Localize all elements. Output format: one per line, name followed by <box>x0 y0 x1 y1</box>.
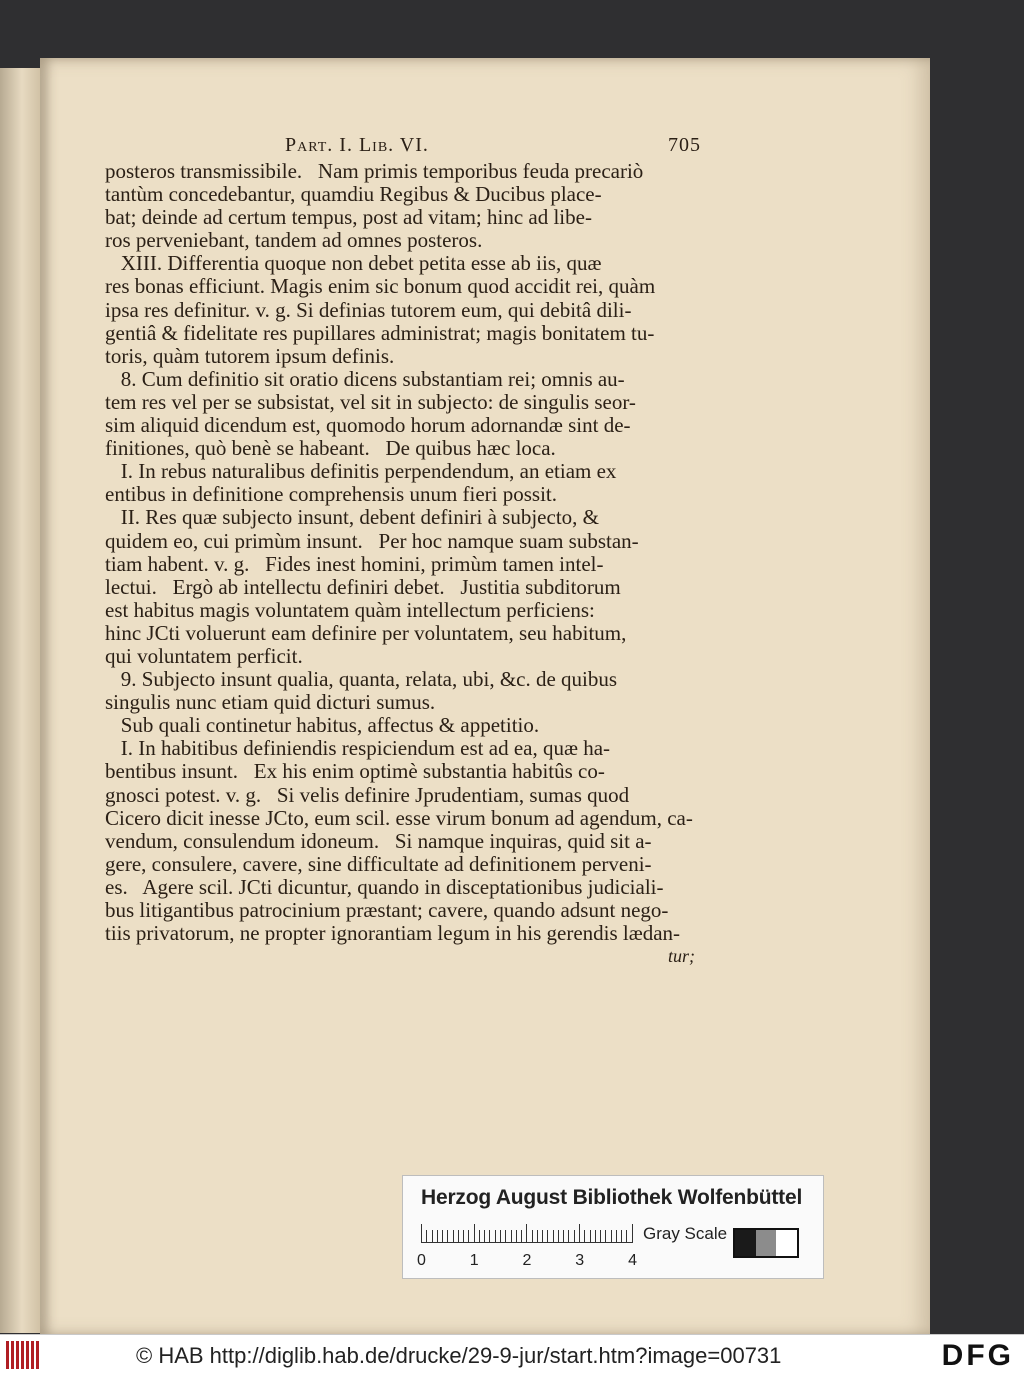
text-line: tiis privatorum, ne propter ignorantiam legum in his gerendis lædan- <box>105 921 681 946</box>
ruler-tick <box>579 1224 580 1242</box>
text-line: qui voluntatem perficit. <box>105 643 303 668</box>
text-line: ros perveniebant, tandem ad omnes posteros. <box>105 228 483 253</box>
logo-bar <box>31 1341 34 1369</box>
logo-bar <box>11 1341 14 1369</box>
ruler-tick <box>447 1230 448 1242</box>
gray-patch <box>776 1230 797 1256</box>
text-line: gere, consulere, cavere, sine difficultate ad definitionem perveni- <box>105 851 652 876</box>
text-line: XIII. Differentia quoque non debet petita esse ab iis, quæ <box>105 251 602 276</box>
text-line: tantùm concedebantur, quamdiu Regibus & Ducibus place- <box>105 182 602 207</box>
permalink-text[interactable]: © HAB http://diglib.hab.de/drucke/29-9-jur/start.htm?image=00731 <box>136 1343 782 1368</box>
ruler-tick <box>547 1230 548 1242</box>
ruler-number: 4 <box>628 1252 637 1269</box>
text-line: quidem eo, cui primùm insunt. Per hoc namque suam substan- <box>105 528 639 553</box>
text-line: vendum, consulendum idoneum. Si namque inquiras, quid sit a- <box>105 828 652 853</box>
ruler-tick <box>626 1230 627 1242</box>
text-line: bus litigantibus patrocinium præstant; cavere, quando adsunt nego- <box>105 898 669 922</box>
text-line: finitiones, quò benè se habeant. De quibus hæc loca. <box>105 436 556 461</box>
catchword: tur; <box>668 946 695 967</box>
running-head-title: Part. I. Lib. VI. <box>285 134 429 156</box>
ruler-tick <box>484 1230 485 1242</box>
page-number: 705 <box>668 134 701 156</box>
text-line: lectui. Ergò ab intellectu definiri debet. Justitia subditorum <box>105 574 621 599</box>
ruler-tick <box>437 1230 438 1242</box>
ruler-tick <box>616 1230 617 1242</box>
ruler-tick <box>442 1230 443 1242</box>
ruler-tick <box>468 1230 469 1242</box>
ruler-tick <box>632 1224 633 1242</box>
text-line: Cicero dicit inesse JCto, eum scil. esse virum bonum ad agendum, ca- <box>105 805 693 830</box>
ruler-tick <box>563 1230 564 1242</box>
text-line: tiam habent. v. g. Fides inest homini, primùm tamen intel- <box>105 551 604 576</box>
ruler-tick <box>495 1230 496 1242</box>
ruler-tick <box>584 1230 585 1242</box>
ruler-tick <box>553 1230 554 1242</box>
gray-patch <box>735 1230 756 1256</box>
ruler-tick <box>532 1230 533 1242</box>
ruler-tick <box>521 1230 522 1242</box>
color-target-ribbon <box>402 1175 824 1279</box>
text-line: tem res vel per se subsistat, vel sit in subjecto: de singulis seor- <box>105 389 636 414</box>
text-lines <box>105 160 715 945</box>
ruler-tick <box>516 1230 517 1242</box>
text-line: gnosci potest. v. g. Si velis definire Jprudentiam, sumas quod <box>105 782 630 807</box>
ruler-tick <box>590 1230 591 1242</box>
ruler-tick <box>605 1230 606 1242</box>
ruler-tick <box>474 1224 475 1242</box>
ruler-number: 3 <box>575 1252 585 1269</box>
ruler-tick <box>426 1230 427 1242</box>
ruler-tick <box>489 1230 490 1242</box>
ruler-tick <box>537 1230 538 1242</box>
gray-scale-patches <box>733 1228 799 1258</box>
scale-ruler <box>421 1224 633 1243</box>
ruler-number: 1 <box>469 1252 479 1269</box>
logo-bar <box>36 1341 39 1369</box>
page-text <box>105 134 715 968</box>
ruler-tick <box>600 1230 601 1242</box>
running-head <box>105 134 715 160</box>
logo-bar <box>26 1341 29 1369</box>
ruler-tick <box>421 1224 422 1242</box>
text-line: bat; deinde ad certum tempus, post ad vitam; hinc ad libe- <box>105 205 592 230</box>
text-line: est habitus magis voluntatem quàm intellectum perficiens: <box>105 597 595 622</box>
text-line: bentibus insunt. Ex his enim optimè substantia habitûs co- <box>105 759 605 784</box>
library-name: Herzog August Bibliothek Wolfenbüttel <box>421 1186 803 1209</box>
ruler-tick <box>453 1230 454 1242</box>
gray-scale-label: Gray Scale <box>643 1224 728 1243</box>
footer-bar <box>0 1334 1024 1377</box>
ruler-tick <box>463 1230 464 1242</box>
book-page <box>40 58 930 1336</box>
ruler-tick <box>542 1230 543 1242</box>
ruler-tick <box>595 1230 596 1242</box>
text-line: I. In habitibus definiendis respiciendum est ad ea, quæ ha- <box>105 736 611 761</box>
text-line: Sub quali continetur habitus, affectus & appetitio. <box>105 713 540 738</box>
ruler-tick <box>621 1230 622 1242</box>
ruler-tick <box>479 1230 480 1242</box>
text-line: II. Res quæ subjecto insunt, debent definiri à subjecto, & <box>105 505 599 530</box>
ruler-tick <box>526 1224 527 1242</box>
ruler-tick <box>505 1230 506 1242</box>
logo-bar <box>16 1341 19 1369</box>
text-line: ipsa res definitur. v. g. Si definias tutorem eum, qui debitâ dili- <box>105 297 632 322</box>
hab-logo-icon <box>6 1341 40 1369</box>
text-line: 9. Subjecto insunt qualia, quanta, relata, ubi, &c. de quibus <box>105 667 618 692</box>
ruler-tick <box>511 1230 512 1242</box>
ruler-number: 2 <box>522 1252 532 1269</box>
text-line: I. In rebus naturalibus definitis perpendendum, an etiam ex <box>105 459 617 484</box>
ruler-tick <box>574 1230 575 1242</box>
gray-patch <box>756 1230 777 1256</box>
ruler-tick <box>611 1230 612 1242</box>
text-line: es. Agere scil. JCti dicuntur, quando in disceptationibus judiciali- <box>105 874 664 899</box>
logo-bar <box>21 1341 24 1369</box>
ruler-tick <box>500 1230 501 1242</box>
text-line: entibus in definitione comprehensis unum fieri possit. <box>105 482 558 507</box>
ruler-number: 0 <box>417 1252 426 1269</box>
text-line: sim aliquid dicendum est, quomodo horum adornandæ sint de- <box>105 413 631 438</box>
text-line: gentiâ & fidelitate res pupillares administrat; magis bonitatem tu- <box>105 320 655 345</box>
ruler-tick <box>458 1230 459 1242</box>
ruler-tick <box>568 1230 569 1242</box>
text-line: hinc JCti voluerunt eam definire per voluntatem, seu habitum, <box>105 620 627 645</box>
text-line: res bonas efficiunt. Magis enim sic bonum quod accidit rei, quàm <box>105 274 656 299</box>
text-line: posteros transmissibile. Nam primis temporibus feuda precariò <box>105 159 644 183</box>
ruler-numbers <box>417 1252 637 1270</box>
text-line: 8. Cum definitio sit oratio dicens substantiam rei; omnis au- <box>105 366 625 391</box>
dfg-logo: DFG <box>941 1339 1014 1372</box>
ruler-tick <box>432 1230 433 1242</box>
facing-page-edge <box>0 68 41 1333</box>
text-line: toris, quàm tutorem ipsum definis. <box>105 343 395 368</box>
ruler-tick <box>558 1230 559 1242</box>
text-line: singulis nunc etiam quid dicturi sumus. <box>105 690 436 715</box>
logo-bar <box>6 1341 9 1369</box>
